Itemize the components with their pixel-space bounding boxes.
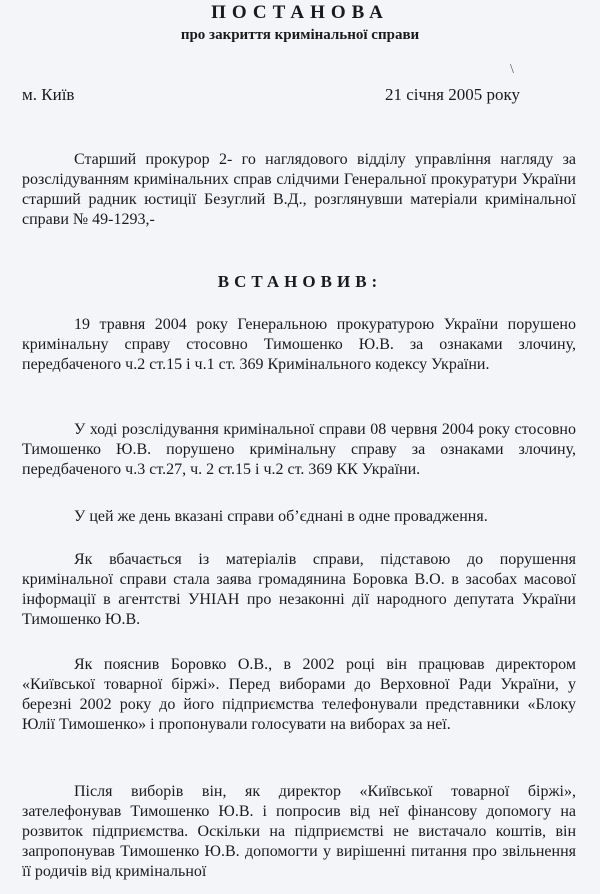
paragraph-6: Після виборів він, як директор «Київської товарної біржі», зателефонував Тимошенко Ю.В. і попросив від неї фінансову допомогу на розвиток підприємства. Оскільки на підприємстві не вистачало коштів, він запропонував Тимошенко Ю.В. допомогти у вирішенні питання про звільнення її родичів від кримінальної xyxy=(22,783,576,880)
document-title: ПОСТАНОВА xyxy=(211,2,389,23)
margin-mark: \ xyxy=(510,62,514,77)
document-subtitle: про закриття кримінальної справи xyxy=(180,27,420,43)
paragraph-4: Як вбачається із матеріалів справи, підставою до порушення кримінальної справи стала заява громадянина Боровка В.О. в засобах масової інформації в агентстві УНІАН про незаконні дії народного депутата України Тимошенко Ю.В. xyxy=(22,551,576,628)
city-label: м. Київ xyxy=(22,85,75,104)
section-heading: ВСТАНОВИВ: xyxy=(217,272,383,291)
paragraph-5: Як пояснив Боровко О.В., в 2002 році він працював директором «Київської товарної біржі». Перед виборами до Верховної Ради України, у березні 2002 року до його підприємства телефонували представники «Блоку Юлії Тимошенко» і пропонували голосувати на виборах за неї. xyxy=(22,656,576,733)
intro-paragraph: Старший прокурор 2- го наглядового відділу управління нагляду за розслідуванням кримінальних справ слідчими Генеральної прокуратури України старший радник юстиції Безуглий В.Д., розглянувши матеріали кримінальної справи № 49-1293,- xyxy=(22,151,576,228)
paragraph-2: У ході розслідування кримінальної справи 08 червня 2004 року стосовно Тимошенко Ю.В. порушено кримінальну справу за ознаками злочину, передбаченого ч.3 ст.27, ч. 2 ст.15 і ч.2 ст. 369 КК України. xyxy=(22,421,576,478)
paragraph-3: У цей же день вказані справи об’єднані в одне провадження. xyxy=(74,508,488,525)
paragraph-1: 19 травня 2004 року Генеральною прокуратурою України порушено кримінальну справу стосовно Тимошенко Ю.В. за ознаками злочину, передбаченого ч.2 ст.15 і ч.1 ст. 369 Кримінального кодексу України. xyxy=(22,316,576,373)
document-date: 21 січня 2005 року xyxy=(385,85,521,104)
